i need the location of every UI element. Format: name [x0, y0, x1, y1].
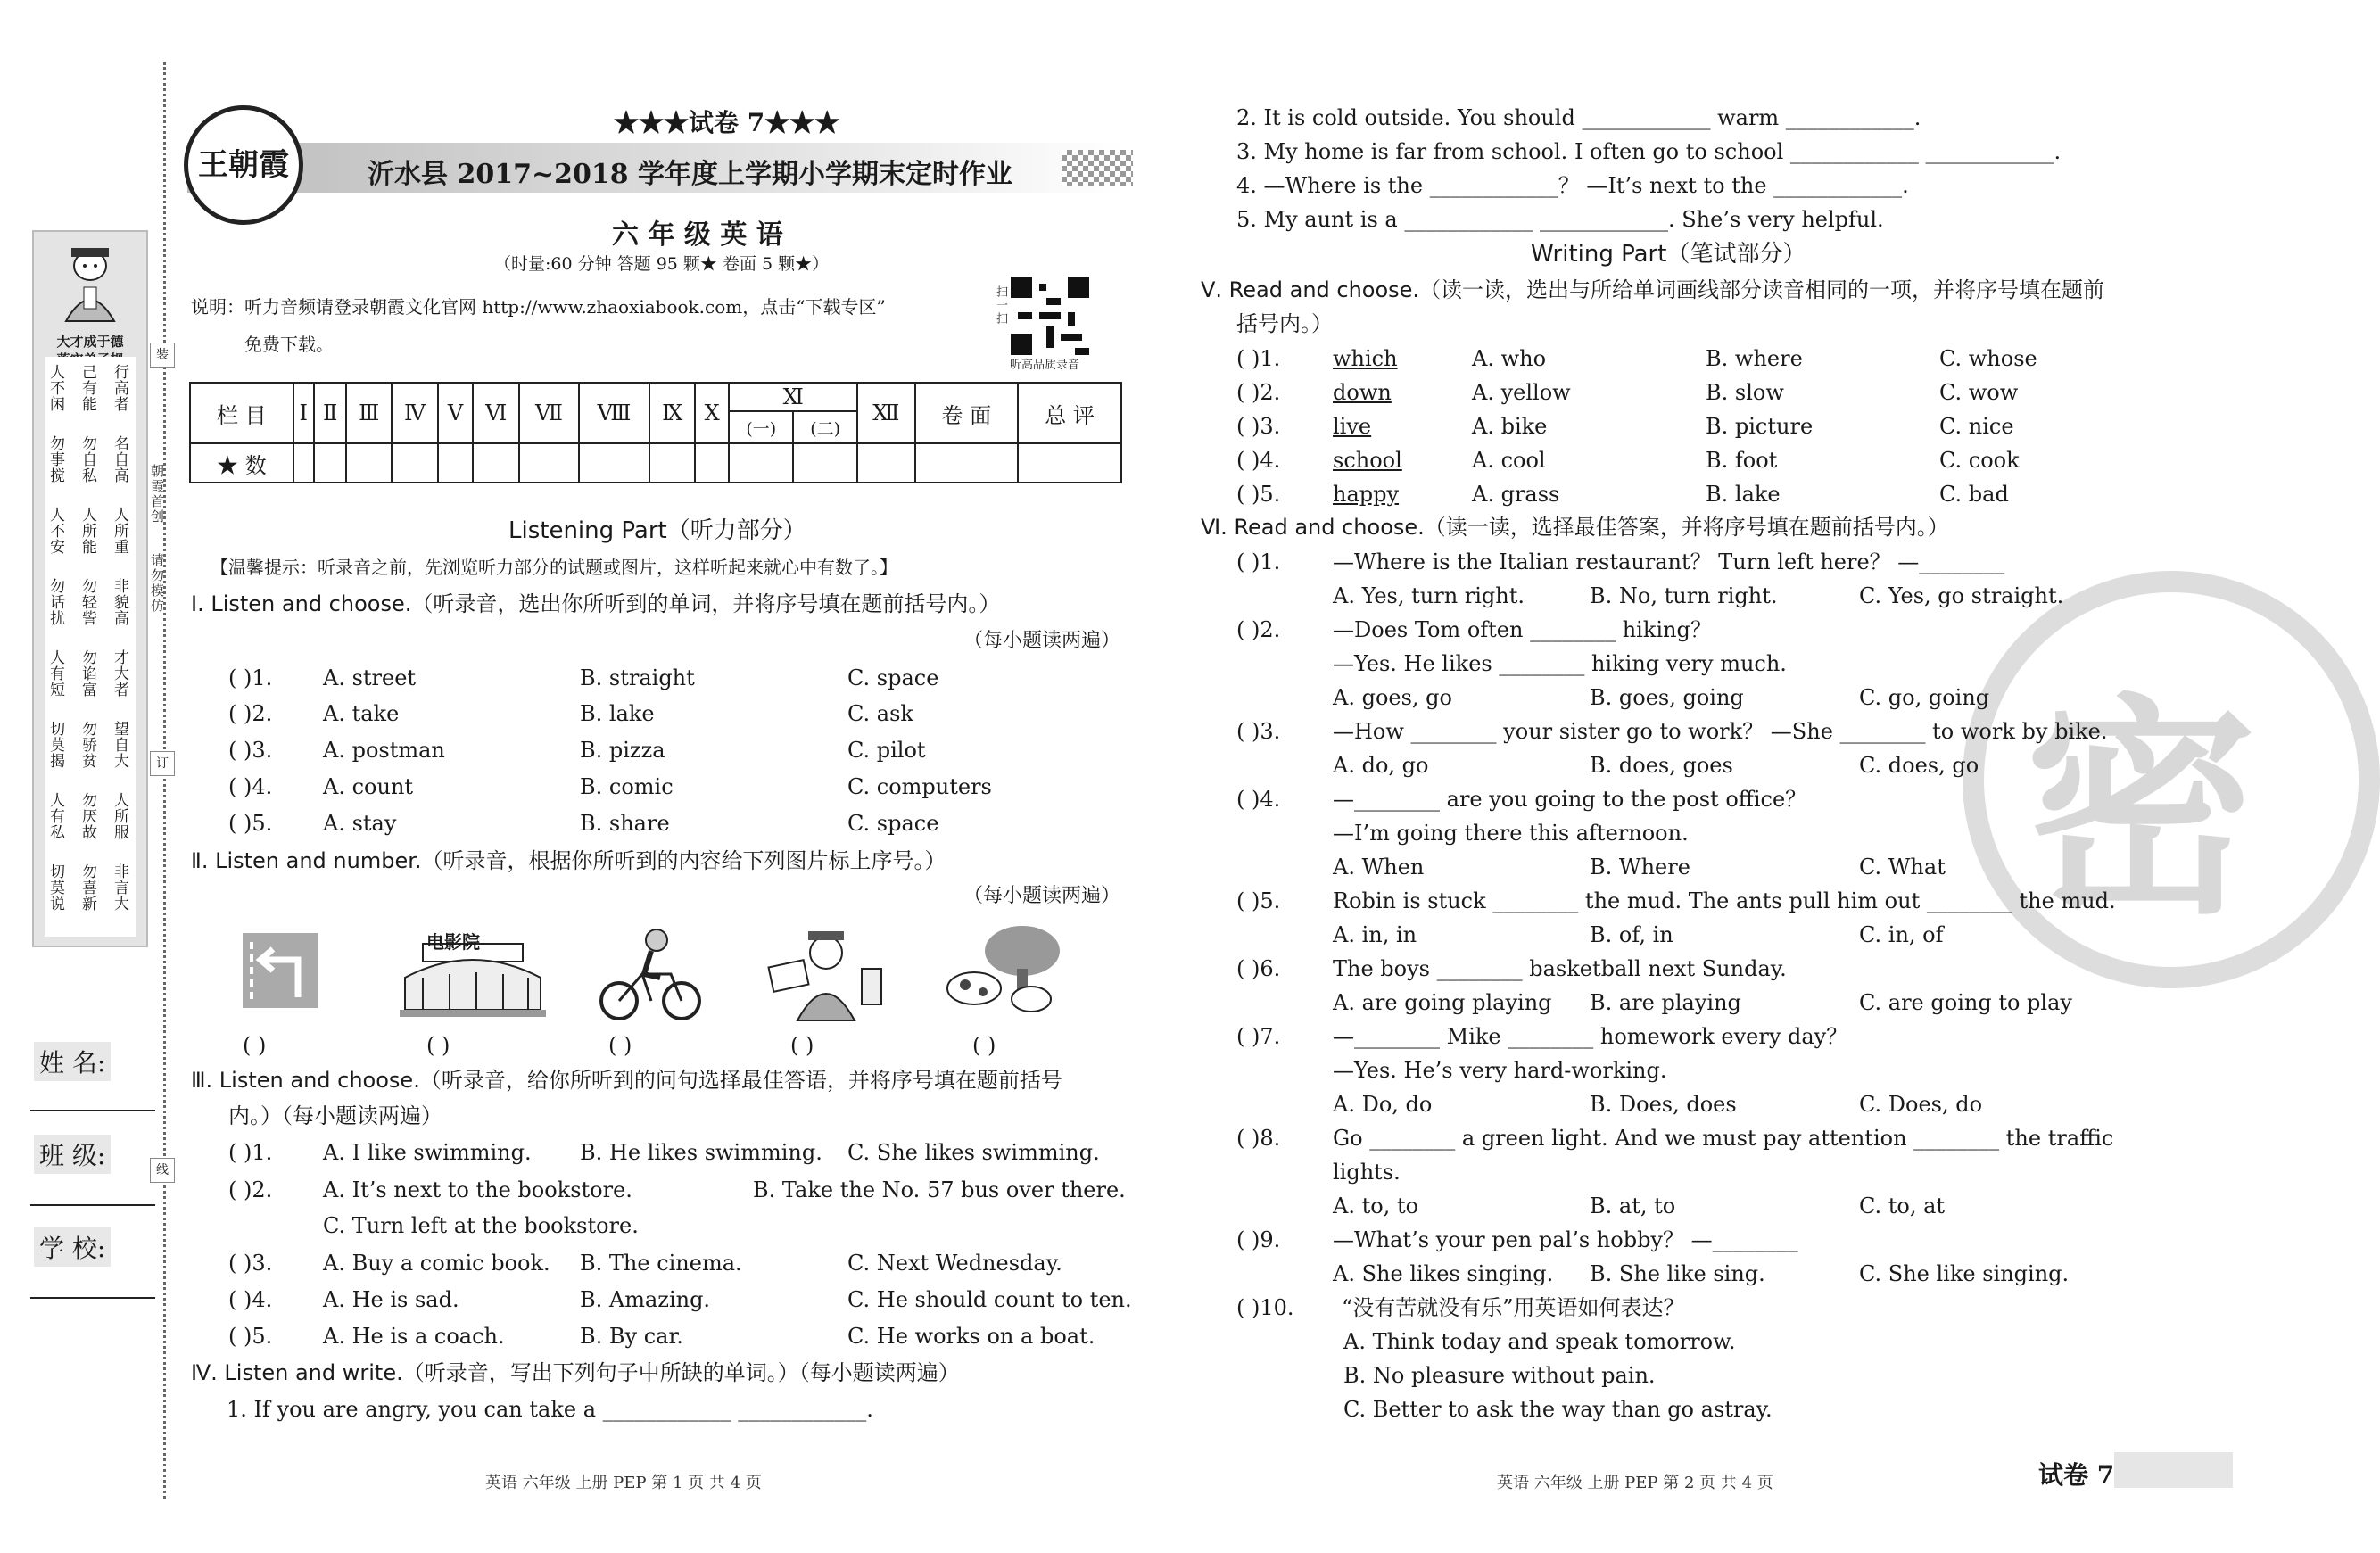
- table-cell: Ⅹ: [695, 383, 729, 443]
- option: B. No pleasure without pain.: [1343, 1363, 1656, 1388]
- option: C. What: [1859, 855, 1946, 880]
- binding-mark: 装: [150, 343, 175, 368]
- option: C. Yes, go straight.: [1859, 583, 2064, 608]
- answer-bracket[interactable]: ( )2.: [1236, 380, 1281, 405]
- question-text: —Yes. He’s very hard-working.: [1333, 1058, 1667, 1083]
- table-cell: Ⅶ: [519, 383, 578, 443]
- motto-col: 勿骄贫: [79, 721, 96, 769]
- table-cell: 栏 目: [190, 383, 293, 443]
- score-header-row: [190, 383, 1121, 411]
- answer-bracket[interactable]: ( )2.: [1236, 617, 1281, 642]
- option: A. He is sad.: [323, 1287, 459, 1312]
- target-word: which: [1333, 346, 1398, 371]
- picture-bracket[interactable]: ( ): [426, 1033, 450, 1058]
- option: A. bike: [1472, 414, 1548, 439]
- target-word: happy: [1333, 482, 1400, 507]
- fill-blank-item[interactable]: 4. —Where is the ____________？ —It’s next to the ____________.: [1236, 173, 1909, 198]
- motto-col: 勿事搅: [46, 435, 64, 483]
- question-title: Ⅰ. Listen and choose.（听录音，选出你所听到的单词，并将序号填在题前括号内。）: [191, 591, 1001, 616]
- option: A. Buy a comic book.: [323, 1251, 550, 1276]
- motto-col: 勿喜新: [79, 863, 96, 912]
- option: B. comic: [580, 774, 674, 799]
- motto-col: 切莫说: [46, 863, 64, 912]
- option: A. When: [1333, 855, 1425, 880]
- name-label: 姓 名:: [34, 1042, 111, 1081]
- target-word: school: [1333, 448, 1402, 473]
- table-cell: Ⅲ: [346, 383, 391, 443]
- section-title: Listening Part（听力部分）: [508, 517, 806, 544]
- motto-col: 人所重: [111, 507, 128, 555]
- answer-bracket[interactable]: ( )4.: [1236, 448, 1281, 473]
- table-cell: Ⅴ: [438, 383, 473, 443]
- option: A. stay: [323, 811, 397, 836]
- fill-blank-item[interactable]: 3. My home is far from school. I often go to school ____________ ____________.: [1236, 139, 2062, 164]
- seal-note: 朝霞首创: [149, 464, 165, 525]
- option: B. He likes swimming.: [580, 1140, 822, 1165]
- motto-caption: 大才成于德: [56, 334, 124, 350]
- binding-line: [163, 62, 166, 1499]
- option: C. He should count to ten.: [847, 1287, 1132, 1312]
- motto-col: 名自高: [111, 435, 128, 483]
- motto-col: 人不安: [46, 507, 64, 555]
- option: B. Does, does: [1590, 1092, 1737, 1117]
- question-title: Ⅴ. Read and choose.（读一读，选出与所给单词画线部分读音相同的一项，并将序号填在题前: [1201, 277, 2105, 302]
- option: A. count: [323, 774, 414, 799]
- option: C. cook: [1939, 448, 2020, 473]
- option: A. It’s next to the bookstore.: [323, 1177, 632, 1202]
- motto-col: 人所服: [111, 792, 128, 840]
- option: C. Better to ask the way than go astray.: [1343, 1397, 1773, 1422]
- answer-bracket[interactable]: ( )2.: [228, 1177, 273, 1202]
- score-cell[interactable]: [695, 443, 729, 483]
- school-field[interactable]: [30, 1297, 155, 1299]
- option: C. in, of: [1859, 922, 1944, 947]
- brand-logo: [184, 105, 303, 225]
- option: C. Turn left at the bookstore.: [323, 1213, 639, 1238]
- tip-text: 【温馨提示：听录音之前，先浏览听力部分的试题或图片，这样听起来就心中有数了。】: [211, 557, 897, 578]
- option: A. goes, go: [1333, 685, 1452, 710]
- motto-col: 行高者: [111, 364, 128, 412]
- watermark-text: 密: [2025, 673, 2257, 946]
- answer-bracket[interactable]: ( )2.: [228, 701, 273, 726]
- option: B. foot: [1706, 448, 1778, 473]
- option: A. in, in: [1333, 922, 1417, 947]
- question-text: —________ are you going to the post office？: [1333, 787, 1807, 812]
- school-label: 学 校:: [34, 1227, 111, 1267]
- binding-mark: 订: [150, 751, 175, 776]
- question-text: “没有苦就没有乐”用英语如何表达？: [1342, 1295, 1685, 1320]
- question-text: Go ________ a green light. And we must pay attention ________ the traffic: [1333, 1126, 2114, 1151]
- corner-tab-bg: [2114, 1452, 2233, 1488]
- option: C. space: [847, 811, 939, 836]
- binding-strip: [0, 0, 169, 1553]
- fill-blank-item[interactable]: 2. It is cold outside. You should ____________ warm ____________.: [1236, 105, 1921, 130]
- motto-col: 勿谄富: [79, 649, 96, 698]
- question-note: （每小题读两遍）: [963, 630, 1121, 652]
- option: A. yellow: [1472, 380, 1571, 405]
- question-note: （每小题读两遍）: [963, 885, 1121, 907]
- option: C. Does, do: [1859, 1092, 1983, 1117]
- motto-col: 人不闲: [46, 364, 64, 412]
- motto-col: 才大者: [111, 649, 128, 698]
- corner-tab: 试卷 7: [2038, 1460, 2115, 1490]
- picture-bracket[interactable]: ( ): [972, 1033, 996, 1058]
- score-cell[interactable]: [314, 443, 347, 483]
- score-cell[interactable]: [392, 443, 438, 483]
- question-text: —________ Mike ________ homework every day？: [1333, 1024, 1848, 1049]
- score-cell[interactable]: [346, 443, 391, 483]
- answer-bracket[interactable]: ( )1.: [1236, 346, 1281, 371]
- option: B. Take the No. 57 bus over there.: [753, 1177, 1126, 1202]
- option: A. Yes, turn right.: [1333, 583, 1525, 608]
- option: B. Amazing.: [580, 1287, 711, 1312]
- question-title: Ⅲ. Listen and choose.（听录音，给你所听到的问句选择最佳答语，并将序号填在题前括号: [191, 1068, 1062, 1093]
- qr-code-icon: [1011, 277, 1089, 355]
- option: A. cool: [1472, 448, 1546, 473]
- question-text: —I’m going there this afternoon.: [1333, 821, 1689, 846]
- banner-pattern: [1062, 150, 1133, 186]
- picture-bracket[interactable]: ( ): [790, 1033, 814, 1058]
- table-cell: 卷 面: [915, 383, 1019, 443]
- option: C. to, at: [1859, 1194, 1946, 1218]
- table-cell: Ⅸ: [649, 383, 694, 443]
- motto-col: 望自大: [111, 721, 128, 769]
- option: B. pizza: [580, 738, 665, 763]
- option: B. slow: [1706, 380, 1784, 405]
- motto-col: 非言大: [111, 863, 128, 912]
- score-cell[interactable]: [473, 443, 519, 483]
- motto-col: 人有短: [46, 649, 64, 698]
- table-cell: 总 评: [1018, 383, 1121, 443]
- score-cell[interactable]: [519, 443, 578, 483]
- option: B. at, to: [1590, 1194, 1676, 1218]
- motto-col: 己有能: [79, 364, 96, 412]
- option: B. straight: [580, 665, 695, 690]
- target-word: down: [1333, 380, 1392, 405]
- option: A. do, go: [1333, 753, 1429, 778]
- option: C. bad: [1939, 482, 2009, 507]
- table-cell: Ⅺ: [729, 383, 857, 411]
- question-title: Ⅳ. Listen and write.（听录音，写出下列句子中所缺的单词。）（每小题读两遍）: [191, 1360, 960, 1385]
- class-label: 班 级:: [34, 1135, 111, 1174]
- picture-bracket[interactable]: ( ): [243, 1033, 267, 1058]
- option: C. ask: [847, 701, 913, 726]
- name-field[interactable]: [30, 1110, 155, 1111]
- question-text: —Does Tom often ________ hiking？: [1333, 617, 1712, 642]
- answer-bracket[interactable]: ( )3.: [1236, 414, 1281, 439]
- question-text: —Where is the Italian restaurant？ Turn left here？ —________: [1333, 549, 2005, 574]
- qr-side-text: 扫一扫: [994, 285, 1007, 326]
- motto-col: 非貌高: [111, 578, 128, 626]
- question-text: Robin is stuck ________ the mud. The ants pull him out ________ the mud.: [1333, 888, 2116, 913]
- option: B. The cinema.: [580, 1251, 742, 1276]
- option: C. space: [847, 665, 939, 690]
- option: B. She like sing.: [1590, 1261, 1765, 1286]
- answer-bracket[interactable]: ( )5.: [228, 811, 273, 836]
- exam-meta: （时量:60 分钟 答题 95 颗★ 卷面 5 颗★）: [494, 254, 830, 274]
- motto-col: 勿轻訾: [79, 578, 96, 626]
- option: A. I like swimming.: [323, 1140, 532, 1165]
- answer-bracket[interactable]: ( )9.: [1236, 1227, 1281, 1252]
- footer-page-1: 英语 六年级 上册 PEP 第 1 页 共 4 页: [485, 1474, 762, 1492]
- answer-bracket[interactable]: ( )3.: [228, 738, 273, 763]
- score-cell[interactable]: [649, 443, 694, 483]
- table-cell: (一): [729, 411, 793, 443]
- subject-title: 六 年 级 英 语: [612, 219, 783, 251]
- option: B. goes, going: [1590, 685, 1744, 710]
- farm-animals-icon: [938, 924, 1063, 1022]
- logo-text: 王朝霞: [198, 147, 289, 183]
- answer-bracket[interactable]: ( )5.: [1236, 888, 1281, 913]
- option: B. By car.: [580, 1324, 683, 1349]
- motto-col: 勿厌故: [79, 792, 96, 840]
- score-cell[interactable]: [1018, 443, 1121, 483]
- motto-panel: [32, 230, 148, 947]
- option: A. grass: [1472, 482, 1560, 507]
- option: C. wow: [1939, 380, 2019, 405]
- option: A. postman: [323, 738, 445, 763]
- answer-bracket[interactable]: ( )5.: [228, 1324, 273, 1349]
- option: A. He is a coach.: [323, 1324, 505, 1349]
- score-cell[interactable]: [293, 443, 314, 483]
- option: B. No, turn right.: [1590, 583, 1778, 608]
- answer-bracket[interactable]: ( )10.: [1236, 1295, 1294, 1320]
- option: A. are going playing: [1333, 990, 1552, 1015]
- answer-bracket[interactable]: ( )4.: [228, 1287, 273, 1312]
- answer-bracket[interactable]: ( )6.: [1236, 956, 1281, 981]
- question-text: —What’s your pen pal’s hobby？ —________: [1333, 1227, 1798, 1252]
- answer-bracket[interactable]: ( )4.: [1236, 787, 1281, 812]
- audio-note: 说明：听力音频请登录朝霞文化官网 http://www.zhaoxiabook.com，点击“下载专区”: [191, 296, 886, 318]
- answer-bracket[interactable]: ( )1.: [228, 1140, 273, 1165]
- question-text: —How ________ your sister go to work？ —She ________ to work by bike.: [1333, 719, 2108, 744]
- option: C. Next Wednesday.: [847, 1251, 1062, 1276]
- postman-icon: [764, 924, 888, 1022]
- question-title: 内。）（每小题读两遍）: [228, 1103, 442, 1128]
- motto-col: 勿话扰: [46, 578, 64, 626]
- motto-col: 人有私: [46, 792, 64, 840]
- option: C. computers: [847, 774, 992, 799]
- score-cell[interactable]: [729, 443, 793, 483]
- banner-title: 沂水县 2017~2018 学年度上学期小学期末定时作业: [368, 159, 1013, 190]
- table-cell: Ⅷ: [579, 383, 650, 443]
- option: B. of, in: [1590, 922, 1673, 947]
- score-cell[interactable]: [438, 443, 473, 483]
- score-cell[interactable]: [793, 443, 857, 483]
- picture-bracket[interactable]: ( ): [608, 1033, 632, 1058]
- qr-caption: 听高品质录音: [1010, 359, 1080, 372]
- class-field[interactable]: [30, 1204, 155, 1206]
- option: B. Where: [1590, 855, 1690, 880]
- answer-bracket[interactable]: ( )4.: [228, 774, 273, 799]
- score-cell[interactable]: [915, 443, 1019, 483]
- answer-bracket[interactable]: ( )1.: [1236, 549, 1281, 574]
- option: C. He works on a boat.: [847, 1324, 1095, 1349]
- option: C. She likes swimming.: [847, 1140, 1100, 1165]
- footer-page-2: 英语 六年级 上册 PEP 第 2 页 共 4 页: [1497, 1474, 1773, 1492]
- question-title: Ⅵ. Read and choose.（读一读，选择最佳答案，并将序号填在题前括号内。）: [1201, 515, 1949, 540]
- fill-blank-item[interactable]: 1. If you are angry, you can take a ____________ ____________.: [227, 1397, 873, 1422]
- motto-grid: [45, 357, 136, 937]
- option: B. picture: [1706, 414, 1814, 439]
- option: A. who: [1472, 346, 1547, 371]
- score-cell[interactable]: [579, 443, 650, 483]
- option: B. share: [580, 811, 670, 836]
- option: A. She likes singing.: [1333, 1261, 1554, 1286]
- table-cell: Ⅻ: [857, 383, 914, 443]
- table-cell: Ⅱ: [314, 383, 347, 443]
- score-table: [189, 382, 1122, 483]
- table-cell: Ⅳ: [392, 383, 438, 443]
- option: C. go, going: [1859, 685, 1990, 710]
- question-title: 括号内。）: [1236, 311, 1333, 336]
- target-word: live: [1333, 414, 1372, 439]
- cyclist-icon: [589, 924, 714, 1022]
- option: C. are going to play: [1859, 990, 2072, 1015]
- answer-bracket[interactable]: ( )3.: [1236, 719, 1281, 744]
- answer-bracket[interactable]: ( )3.: [228, 1251, 273, 1276]
- option: A. take: [323, 701, 400, 726]
- scholar-figure-icon: [48, 243, 132, 323]
- option: C. She like singing.: [1859, 1261, 2070, 1286]
- cinema-sign: 电影院: [426, 931, 480, 953]
- section-title: Writing Part（笔试部分）: [1531, 241, 1806, 268]
- option: B. lake: [580, 701, 655, 726]
- option: A. Think today and speak tomorrow.: [1343, 1329, 1736, 1354]
- option: B. does, goes: [1590, 753, 1733, 778]
- table-cell: Ⅰ: [293, 383, 314, 443]
- option: C. nice: [1939, 414, 2014, 439]
- score-row: [190, 443, 1121, 483]
- table-cell: (二): [793, 411, 857, 443]
- answer-bracket[interactable]: ( )1.: [228, 665, 273, 690]
- option: C. whose: [1939, 346, 2037, 371]
- option: B. lake: [1706, 482, 1781, 507]
- option: A. Do, do: [1333, 1092, 1433, 1117]
- question-title: Ⅱ. Listen and number.（听录音，根据你所听到的内容给下列图片标上序号。）: [191, 848, 946, 873]
- option: C. pilot: [847, 738, 926, 763]
- motto-col: 人所能: [79, 507, 96, 555]
- audio-note: 免费下载。: [244, 334, 334, 355]
- answer-bracket[interactable]: ( )5.: [1236, 482, 1281, 507]
- answer-bracket[interactable]: ( )7.: [1236, 1024, 1281, 1049]
- option: A. street: [323, 665, 417, 690]
- question-text: The boys ________ basketball next Sunday.: [1333, 956, 1787, 981]
- score-cell[interactable]: [857, 443, 914, 483]
- option: C. does, go: [1859, 753, 1979, 778]
- answer-bracket[interactable]: ( )8.: [1236, 1126, 1281, 1151]
- option: A. to, to: [1333, 1194, 1419, 1218]
- table-cell: Ⅵ: [473, 383, 519, 443]
- option: B. are playing: [1590, 990, 1741, 1015]
- motto-col: 勿自私: [79, 435, 96, 483]
- motto-col: 切莫揭: [46, 721, 64, 769]
- question-text: —Yes. He likes ________ hiking very much.: [1333, 651, 1787, 676]
- question-text: lights.: [1333, 1160, 1401, 1185]
- option: B. where: [1706, 346, 1803, 371]
- fill-blank-item[interactable]: 5. My aunt is a ____________ ____________. She’s very helpful.: [1236, 207, 1884, 232]
- seal-note: 请勿模仿: [149, 553, 165, 614]
- table-cell: ★ 数: [190, 443, 293, 483]
- binding-mark: 线: [150, 1158, 175, 1183]
- turn-left-sign-icon: [237, 924, 362, 1022]
- exam-tag: ★★★试卷 7★★★: [614, 108, 840, 137]
